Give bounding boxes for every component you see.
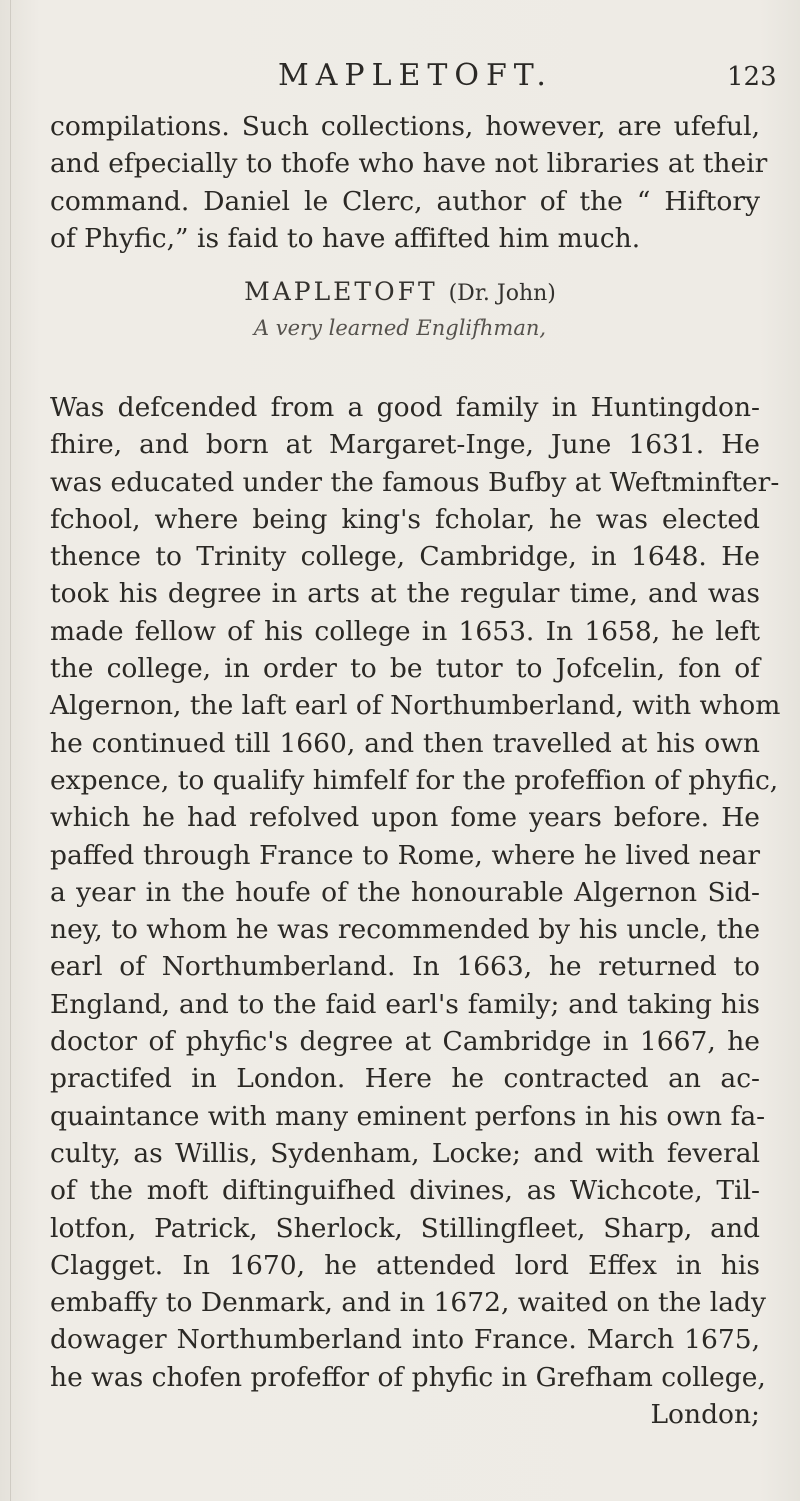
text-line: dowager Northumberland into France. March 1675, (50, 1324, 760, 1356)
text-line: paffed through France to Rome, where he lived near (50, 839, 760, 871)
text-line: fchool, where being king's fcholar, he was elected (50, 503, 760, 535)
page-header (0, 58, 800, 98)
running-head: MAPLETOFT. (278, 58, 553, 93)
entry-subtitle: A very learned Englifhman, (253, 316, 547, 340)
paragraph-continuation (50, 108, 768, 257)
entry-name: MAPLETOFT (244, 277, 438, 306)
text-line: took his degree in arts at the regular time, and was (50, 578, 760, 610)
text-line: expence, to qualify himfelf for the profeffion of phyfic, (50, 764, 779, 796)
text-line: ney, to whom he was recommended by his uncle, the (50, 914, 760, 946)
text-line: Was defcended from a good family in Huntingdon- (50, 392, 760, 423)
text-line: the college, in order to be tutor to Jofcelin, fon of (50, 653, 760, 685)
text-line: of the moft diftinguifhed divines, as Wichcote, Til- (50, 1175, 760, 1207)
entry-heading (0, 277, 800, 306)
page-gutter (10, 0, 11, 1501)
text-line: lotfon, Patrick, Sherlock, Stillingfleet, Sharp, and (50, 1212, 760, 1244)
text-line: doctor of phyfic's degree at Cambridge in 1667, he (50, 1026, 760, 1058)
text-line: of Phyfic,” is faid to have affifted him much. (50, 222, 641, 254)
text-line: made fellow of his college in 1653. In 1658, he left (50, 615, 760, 647)
text-line: and efpecially to thofe who have not libraries at their (50, 148, 768, 180)
entry-body (50, 389, 781, 1433)
text-line: culty, as Willis, Sydenham, Locke; and with feveral (50, 1137, 760, 1169)
text-line: quaintance with many eminent perfons in his own fa- (50, 1100, 766, 1132)
text-line: a year in the houfe of the honourable Algernon Sid- (50, 876, 760, 908)
text-line: practifed in London. Here he contracted an ac- (50, 1063, 760, 1095)
text-line: embaffy to Denmark, and in 1672, waited on the lady (50, 1287, 766, 1319)
entry-name-parenthetical: (Dr. John) (448, 281, 556, 306)
text-line: he was chofen profeffor of phyfic in Grefham college, (50, 1361, 766, 1393)
text-line: Clagget. In 1670, he attended lord Effex in his (50, 1249, 760, 1281)
text-line: fhire, and born at Margaret-Inge, June 1631. He (50, 429, 760, 461)
text-line: Algernon, the laft earl of Northumberland, with whom (50, 690, 781, 722)
text-line: earl of Northumberland. In 1663, he returned to (50, 951, 760, 983)
page-number: 123 (727, 62, 777, 92)
text-line: which he had refolved upon fome years before. He (50, 802, 760, 834)
text-line: command. Daniel le Clerc, author of the “ Hiftory (50, 185, 760, 217)
text-line: was educated under the famous Bufby at Weftminfter- (50, 466, 780, 498)
text-line: thence to Trinity college, Cambridge, in 1648. He (50, 541, 760, 573)
text-line: England, and to the faid earl's family; and taking his (50, 988, 760, 1020)
text-line: he continued till 1660, and then travelled at his own (50, 727, 760, 759)
text-line-final: London; (650, 1399, 760, 1431)
text-line: compilations. Such collections, however, are ufeful, (50, 111, 760, 142)
